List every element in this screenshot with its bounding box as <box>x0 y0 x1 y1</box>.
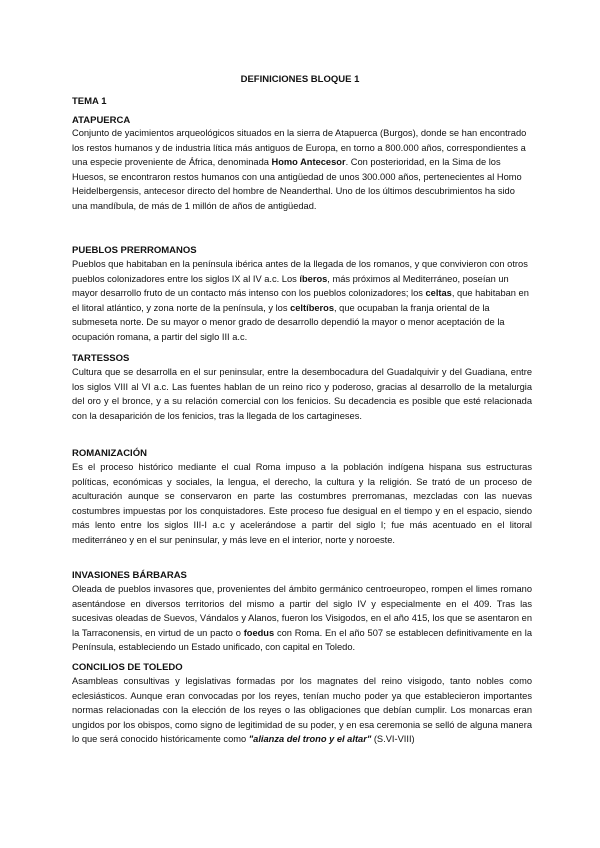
body-text: (S.VI-VIII) <box>371 734 415 744</box>
highlighted-term: foedus <box>243 627 275 638</box>
quote-text: "alianza del trono y el altar" <box>248 734 372 744</box>
section-body-concilios-de-toledo <box>72 674 532 747</box>
section-heading-romanizacion: ROMANIZACIÓN <box>72 448 147 459</box>
highlighted-term: íberos <box>299 273 328 284</box>
highlighted-quote <box>249 734 371 744</box>
body-text: , que habitaban en el litoral atlántico, y zona norte de la península, y los <box>72 288 529 313</box>
body-text: Pueblos que habitaban en la península ibérica antes de la llegada de los romanos, y que convivieron con otros pueblos colonizadores entre los siglos IX al IV a.c. Los <box>72 259 528 284</box>
body-text: con Roma. En el año 507 se establecen definitivamente en la Península, estableciendo un Estado unificado, con capital en Toledo. <box>72 627 532 652</box>
section-body-tartessos: Cultura que se desarrolla en el sur peninsular, entre la desembocadura del Guadalquivir y del Guadiana, entre los siglos VIII al VI a.c. Las fuentes hablan de un reino rico y poderoso, gracias al desarrollo de la metalurgia del oro y el bronce, y a su relación comercial con los fenicios. Su decadencia es posible que esté relacionada con la desaparición de los fenicios, tras la llegada de los cartagineses. <box>72 367 532 421</box>
section-heading-tartessos: TARTESSOS <box>72 353 130 364</box>
body-text: . Con posterioridad, en la Sima de los Huesos, se encontraron restos humanos con una antigüedad de unos 300.000 años, pertenecientes al Homo Heidelbergensis, antecesor directo del hombre de Neanderthal. Uno de los últimos descubrimientos ha sido una mandíbula, de más de 1 millón de años de antigüedad. <box>72 157 522 211</box>
body-text: Conjunto de yacimientos arqueológicos situados en la sierra de Atapuerca (Burgos), donde se han encontrado los restos humanos y de industria lítica más antiguos de Europa, en torno a 800.000 años, correspondientes a una especie proveniente de África, denominada <box>72 128 527 167</box>
section-heading-concilios-de-toledo: CONCILIOS DE TOLEDO <box>72 662 183 673</box>
body-text: Asambleas consultivas y legislativas formadas por los magnates del reino visigodo, tanto nobles como eclesiásticos. Aunque eran convocadas por los reyes, tenían mucho poder ya que establecieron importantes normas relacionadas con la elección de los reyes o las obligaciones que debían cumplir. Los monarcas eran ungidos por los obispos, como signo de legitimidad de su poder, y en esa ceremonia se selló de alguna manera lo que será conocido históricamente como <box>72 676 532 744</box>
section-heading-invasiones-barbaras: INVASIONES BÁRBARAS <box>72 570 187 581</box>
body-text: , más próximos al Mediterráneo, poseían un mayor desarrollo fruto de un contacto más intenso con los pueblos colonizadores; los <box>72 273 509 298</box>
topic-heading: TEMA 1 <box>72 96 107 107</box>
highlighted-term: celtas <box>425 288 452 298</box>
highlighted-term: celtíberos <box>290 302 335 313</box>
body-text: , que ocupaban la franja oriental de la submeseta norte. De su mayor o menor grado de desarrollo dependió la mayor o menor aceptación de la ocupación romana, a partir del siglo III a.c. <box>72 302 505 342</box>
section-body-romanizacion: Es el proceso histórico mediante el cual Roma impuso a la población indígena hispana sus estructuras políticas, económicas y sociales, la lengua, el derecho, la cultura y la religión. Se trató de un proceso de aculturación aunque se conservaron en parte las costumbres prerromanas, mezcladas con las nuevas costumbres impuestas por los conquistadores. Este proceso fue desigual en el tiempo y en el espacio, siendo más lento entre los siglos III-I a.c y acelerándose a partir del siglo I; fue más acentuado en el litoral mediterráneo y en el sur peninsular, y más leve en el interior, norte y noroeste. <box>72 462 532 545</box>
document-title: DEFINICIONES BLOQUE 1 <box>240 74 360 85</box>
section-body-invasiones-barbaras <box>72 582 532 655</box>
body-text: Oleada de pueblos invasores que, provenientes del ámbito germánico centroeuropeo, rompen el limes romano asentándose en diversos territorios del mismo a partir del siglo IV y especialmente en el 409. Tras las sucesivas oleadas de Suevos, Vándalos y Alanos, fueron los Visigodos, en el año 415, los que se asentaron en la Tarraconensis, en virtud de un pacto o <box>72 584 532 638</box>
section-body-pueblos-prerromanos <box>72 257 532 344</box>
section-body-atapuerca <box>72 126 532 213</box>
section-heading-pueblos-prerromanos: PUEBLOS PRERROMANOS <box>72 245 197 256</box>
highlighted-term: Homo Antecesor <box>271 157 346 167</box>
section-heading-atapuerca: ATAPUERCA <box>72 115 131 126</box>
